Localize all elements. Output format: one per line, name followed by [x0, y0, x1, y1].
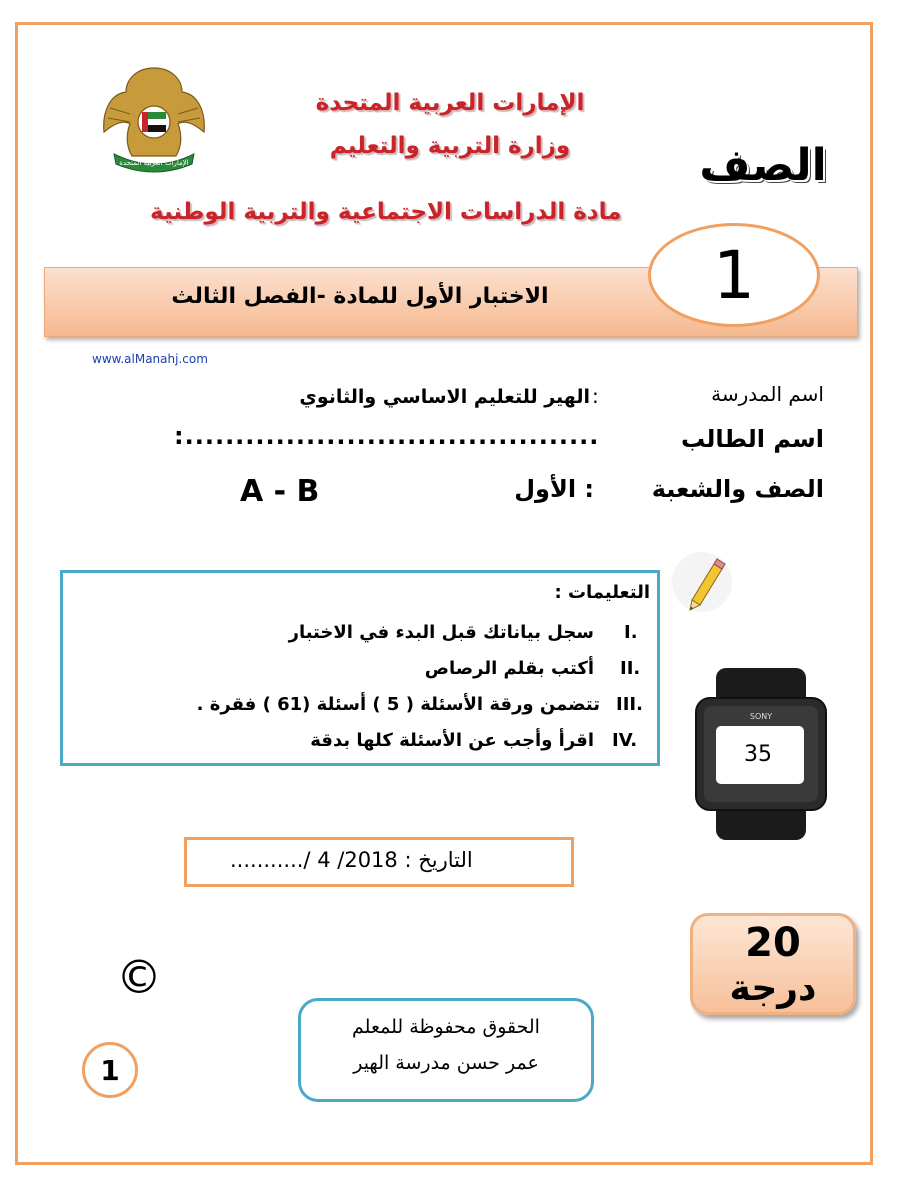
- score-unit: درجة: [729, 968, 817, 1009]
- date-text[interactable]: التاريخ : 2018/ 4 /...........: [230, 848, 473, 872]
- instruction-item: اقرأ وأجب عن الأسئلة كلها بدقة: [310, 730, 594, 751]
- instruction-number: I.: [624, 622, 638, 643]
- exam-title: الاختبار الأول للمادة -الفصل الثالث: [171, 284, 549, 309]
- class-label: الصف والشعبة: [651, 475, 824, 503]
- student-name-field[interactable]: :.........................................: [174, 422, 600, 450]
- grade-number: 1: [648, 223, 820, 327]
- instruction-number: III.: [616, 694, 643, 715]
- student-label: اسم الطالب: [680, 425, 824, 453]
- rights-line-1: الحقوق محفوظة للمعلم: [352, 1016, 540, 1038]
- watch-minutes: 35: [744, 741, 772, 767]
- ministry-heading: وزارة التربية والتعليم: [329, 133, 571, 159]
- school-label: اسم المدرسة: [711, 382, 824, 406]
- site-link[interactable]: www.alManahj.com: [92, 352, 208, 366]
- country-heading: الإمارات العربية المتحدة: [315, 90, 585, 116]
- instruction-item: أكتب بقلم الرصاص: [424, 658, 594, 679]
- copyright-icon: ©: [116, 950, 162, 1004]
- class-sections: A - B: [240, 474, 320, 509]
- school-value: الهير للتعليم الاساسي والثانوي: [299, 386, 590, 408]
- instructions-title: التعليمات :: [554, 582, 650, 603]
- uae-emblem-icon: [96, 62, 212, 174]
- instruction-number: IV.: [612, 730, 638, 751]
- rights-box: [298, 998, 594, 1102]
- instruction-item: تتضمن ورقة الأسئلة ( 5 ) أسئلة (61 ) فقرة .: [196, 694, 600, 715]
- school-colon: :: [592, 384, 599, 408]
- emblem-text: الإمارات العربية المتحدة: [119, 159, 189, 167]
- watch-brand: SONY: [749, 712, 773, 721]
- rights-line-2: عمر حسن مدرسة الهير: [353, 1052, 539, 1074]
- page-number: 1: [82, 1042, 138, 1098]
- pencil-icon: [670, 550, 734, 614]
- score-value: 20: [745, 920, 801, 966]
- grade-label: الصف: [699, 140, 827, 191]
- class-value: : الأول: [514, 475, 594, 503]
- subject-heading: مادة الدراسات الاجتماعية والتربية الوطنية: [150, 199, 622, 225]
- instruction-item: سجل بياناتك قبل البدء في الاختبار: [288, 622, 594, 643]
- instruction-number: II.: [620, 658, 641, 679]
